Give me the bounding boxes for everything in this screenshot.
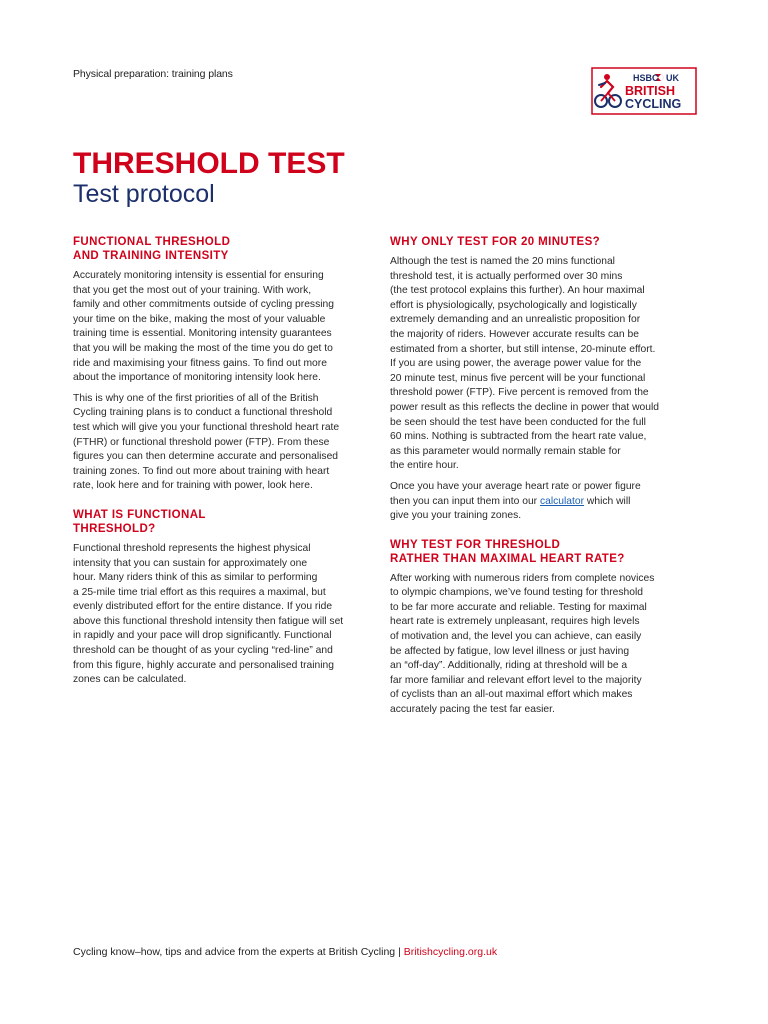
left-column xyxy=(73,235,373,694)
british-cycling-logo[interactable] xyxy=(591,67,697,115)
paragraph-threshold-vs-max: After working with numerous riders from complete novices to olympic champions, we’ve found testing for threshold to be far more accurate and reliable. Testing for maximal heart rate is extremely unpleasant, requires high levels of motivation and, the level you can achieve, can easily be affected by fatigue, low level illness or just having an “off-day”. Additionally, riding at threshold will be a far more familiar and relevant effort level to the majority of cyclists than an all-out maximal effort which makes accurately pacing the test far easier. xyxy=(390,572,655,716)
right-column xyxy=(390,235,690,724)
paragraph-threshold-definition: Functional threshold represents the highest physical intensity that you can sustain for approximately one hour. Many riders think of this as similar to performing a 25-mile time trial effort as this requires a maximal, but evenly distributed effort for the entire distance. If you ride above this functional threshold intensity then fatigue will set in rapidly and your pace will drop significantly. Functional threshold can be thought of as your cycling “red-line” and from this figure, highly accurate and personalised training zones can be calculated. xyxy=(73,542,344,686)
section-heading-what-is-threshold: WHAT IS FUNCTIONAL THRESHOLD? xyxy=(73,508,206,535)
logo-cycling-text: CYCLING xyxy=(625,97,682,111)
logo-uk-text: UK xyxy=(666,73,679,83)
calculator-text-after: which will give you your training zones. xyxy=(390,495,631,522)
paragraph-20-minute-test: Although the test is named the 20 mins functional threshold test, it is actually performed over 30 mins (the test protocol explains this further). An hour maximal effort is physiologically, psychologically and logistically extremely demanding and an unrealistic proposition for the majority of riders. However accurate results can be estimated from a shorter, but still intense, 20-minute effort. If you are using power, the average power value for the 20 minute test, minus five percent will be your functional threshold power (FTP). Five percent is removed from the power result as this reflects the decline in power that would be seen should the test have been conducted for the full 60 mins. Nothing is subtracted from the heart rate value, as this parameter would normally remain stable for the entire hour. xyxy=(390,256,660,472)
calculator-text-before: Once you have your average heart rate or power figure then you can input them into our xyxy=(390,480,641,507)
calculator-link[interactable]: calculator xyxy=(539,495,585,507)
paragraph-first-priorities: This is why one of the first priorities of all of the British Cycling training plans is to conduct a functional threshold test which will give you your functional threshold heart rate (FTHR) or functional threshold power (FTP). From these figures you can then determine accurate and personalised training zones. To find out more about training with heart rate, look here and for training with power, look here. xyxy=(73,392,340,492)
paragraph-calculator xyxy=(390,480,690,524)
section-heading-why-20-minutes: WHY ONLY TEST FOR 20 MINUTES? xyxy=(390,236,601,248)
logo-hsbc-text: HSBC xyxy=(633,73,659,83)
logo-graphic xyxy=(591,67,697,115)
document-category: Physical preparation: training plans xyxy=(73,68,233,80)
paragraph-monitoring-intensity: Accurately monitoring intensity is essential for ensuring that you get the most out of your training. With work, family and other commitments outside of cycling pressing your time on the bike, making the most of your valuable training time is essential. Monitoring intensity guarantees that you will be making the most of the time you do get to ride and maximising your fitness gains. To find out more about the importance of monitoring intensity look here. xyxy=(73,270,334,384)
section-heading-functional-threshold: FUNCTIONAL THRESHOLD AND TRAINING INTENSITY xyxy=(73,236,231,262)
logo-british-text: BRITISH xyxy=(625,84,675,98)
section-heading-why-threshold: WHY TEST FOR THRESHOLD RATHER THAN MAXIMAL HEART RATE? xyxy=(390,538,625,565)
footer-text: Cycling know–how, tips and advice from the experts at British Cycling | xyxy=(73,946,404,958)
footer xyxy=(73,946,497,958)
footer-website-link[interactable]: Britishcycling.org.uk xyxy=(403,946,498,958)
page-title: THRESHOLD TEST xyxy=(73,147,345,180)
page-subtitle: Test protocol xyxy=(73,180,215,208)
